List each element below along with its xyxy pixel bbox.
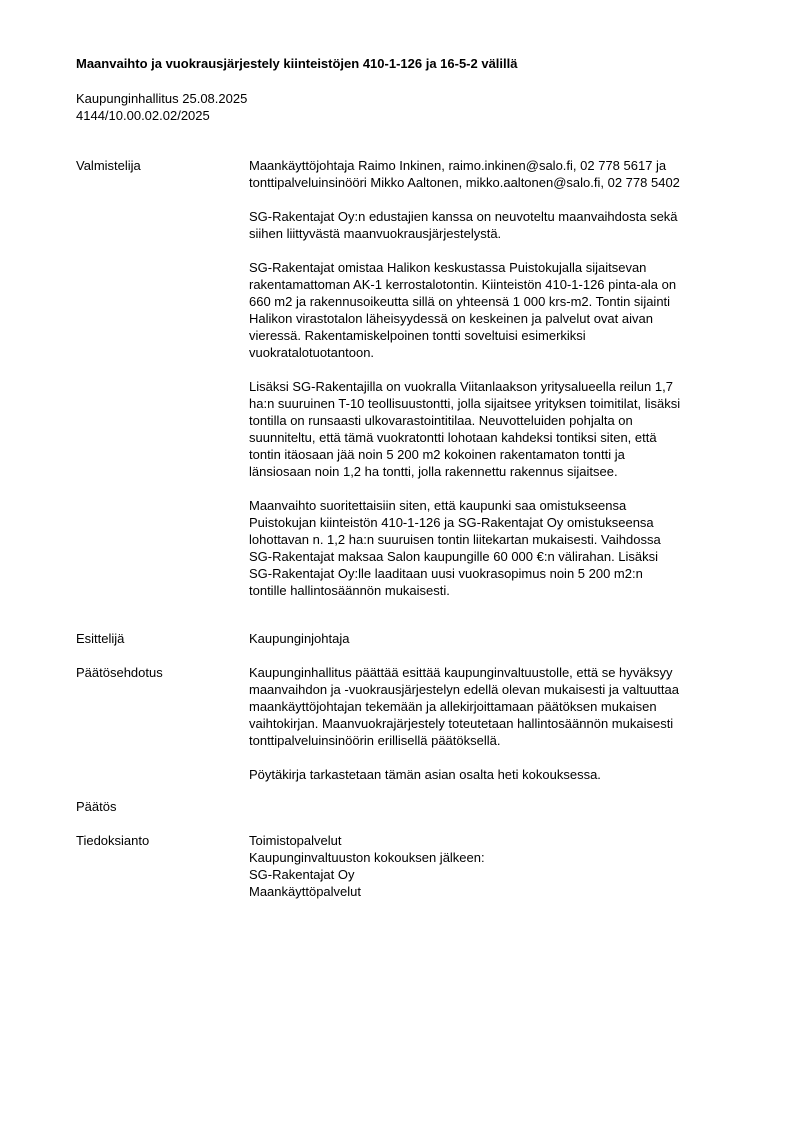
section-content-valmistelija (249, 157, 739, 599)
recipient-line: Kaupunginvaltuuston kokouksen jälkeen: (249, 850, 485, 865)
body-paragraph (249, 378, 739, 480)
section-content-tiedoksianto (249, 832, 739, 900)
section-label-tiedoksianto: Tiedoksianto (76, 833, 150, 848)
text-line: vieressä. Rakentamiskelpoinen tontti soveltuisi esimerkiksi (249, 328, 586, 343)
text-line: 660 m2 ja rakennusoikeutta sillä on yhteensä 1 000 krs-m2. Tontin sijainti (249, 294, 671, 309)
preparer-line: Maankäyttöjohtaja Raimo Inkinen, raimo.inkinen@salo.fi, 02 778 5617 ja (249, 158, 667, 173)
body-paragraph (249, 208, 739, 242)
text-line: SG-Rakentajat Oy:n edustajien kanssa on neuvoteltu maanvaihdosta sekä (249, 209, 678, 224)
meeting-info: Kaupunginhallitus 25.08.2025 (76, 91, 248, 106)
text-line: Lisäksi SG-Rakentajilla on vuokralla Viitanlaakson yritysalueella reilun 1,7 (249, 379, 673, 394)
recipient-line: Toimistopalvelut (249, 833, 342, 848)
text-line: Halikon virastotalon läheisyydessä on keskeinen ja palvelut ovat aivan (249, 311, 653, 326)
recipient-line: Maankäyttöpalvelut (249, 884, 362, 899)
text-line: Maanvaihto suoritettaisiin siten, että kaupunki saa omistukseensa (249, 498, 627, 513)
text-line: ha:n suuruinen T-10 teollisuustontti, jolla sijaitsee yrityksen toimitilat, lisäksi (249, 396, 681, 411)
section-label-esittelija: Esittelijä (76, 631, 125, 646)
section-label-paatos: Päätös (76, 799, 117, 814)
body-paragraph (249, 259, 739, 361)
text-line: tonttipalveluinsinöörin erillisellä päätöksellä. (249, 733, 501, 748)
section-content-esittelija (249, 630, 739, 647)
text-line: SG-Rakentajat Oy:lle laaditaan uusi vuokrasopimus noin 5 200 m2:n (249, 566, 643, 581)
text-line: suunniteltu, että tämä vuokratontti lohotaan kahdeksi tontiksi siten, että (249, 430, 657, 445)
text-line: Pöytäkirja tarkastetaan tämän asian osalta heti kokouksessa. (249, 767, 601, 782)
preparers-paragraph (249, 157, 739, 191)
text-line: vaihtokirjan. Maanvuokrajärjestely toteutetaan hallintosäännön mukaisesti (249, 716, 674, 731)
document-meta (76, 90, 476, 124)
text-line: länsiosaan noin 1,2 ha tontti, jolla rakennettu rakennus sijaitsee. (249, 464, 618, 479)
text-line: tontin itäosaan jää noin 5 200 m2 kokoinen rakentamaton tontti ja (249, 447, 625, 462)
presenter-value: Kaupunginjohtaja (249, 631, 350, 646)
text-line: maanvaihdon ja -vuokrausjärjestelyn edellä olevan mukaisesti ja valtuuttaa (249, 682, 679, 697)
text-line: SG-Rakentajat omistaa Halikon keskustassa Puistokujalla sijaitsevan (249, 260, 647, 275)
proposal-paragraph (249, 766, 739, 783)
text-line: tontille hallintosäännön mukaisesti. (249, 583, 450, 598)
text-line: siihen liittyvästä maanvuokrausjärjestelystä. (249, 226, 502, 241)
document-title: Maanvaihto ja vuokrausjärjestely kiinteistöjen 410-1-126 ja 16-5-2 välillä (76, 56, 518, 71)
text-line: lohottavan n. 1,2 ha:n suuruisen tontin liitekartan mukaisesti. Vaihdossa (249, 532, 661, 547)
record-id: 4144/10.00.02.02/2025 (76, 108, 210, 123)
body-paragraph (249, 497, 739, 599)
text-line: Puistokujan kiinteistön 410-1-126 ja SG-Rakentajat Oy omistukseensa (249, 515, 654, 530)
text-line: Kaupunginhallitus päättää esittää kaupunginvaltuustolle, että se hyväksyy (249, 665, 673, 680)
recipient-line: SG-Rakentajat Oy (249, 867, 355, 882)
text-line: vuokratalotuotantoon. (249, 345, 375, 360)
section-label-valmistelija: Valmistelija (76, 158, 141, 173)
text-line: maankäyttöjohtajan tekemään ja allekirjoittamaan päätöksen mukaisen (249, 699, 657, 714)
text-line: rakentamattoman AK-1 kerrostalotontin. Kiinteistön 410-1-126 pinta-ala on (249, 277, 677, 292)
text-line: SG-Rakentajat maksaa Salon kaupungille 60 000 €:n välirahan. Lisäksi (249, 549, 659, 564)
section-label-paatosehdotus: Päätösehdotus (76, 665, 163, 680)
text-line: tontilla on runsaasti ulkovarastointitilaa. Neuvotteluiden pohjalta on (249, 413, 633, 428)
preparer-line: tonttipalveluinsinööri Mikko Aaltonen, mikko.aaltonen@salo.fi, 02 778 5402 (249, 175, 680, 190)
section-content-paatosehdotus (249, 664, 739, 783)
proposal-paragraph (249, 664, 739, 749)
